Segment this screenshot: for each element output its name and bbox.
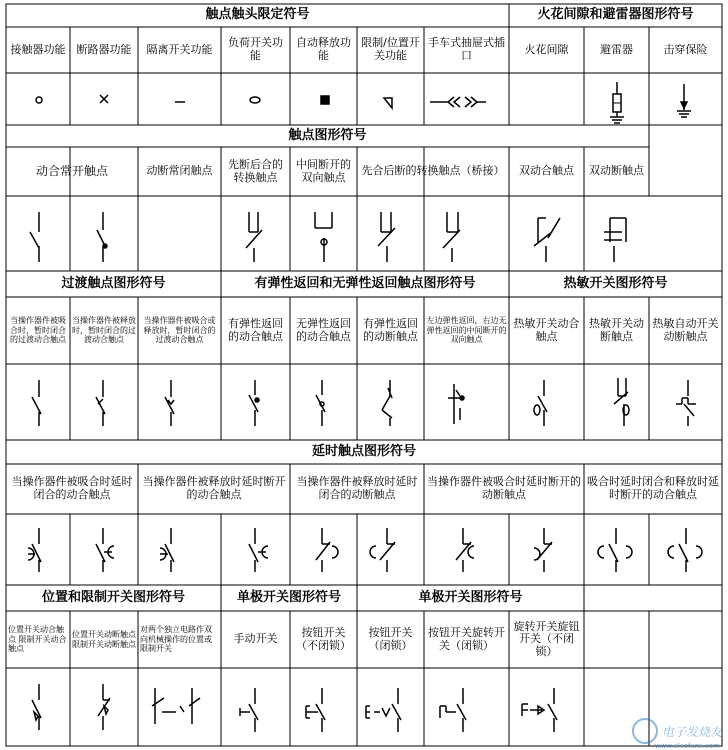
section-title-return-contacts: 有弹性返回和无弹性返回触点图形符号 [254, 275, 476, 291]
label-double-no: 双动合触点 [519, 164, 574, 178]
drawout-plug-symbol [430, 97, 486, 107]
label-center-off-spring: 左边弹性返回，右边无弹性返回的中间断开的双向触点 [426, 316, 507, 345]
center-off-symbol [315, 212, 332, 262]
label-breakdown-fuse: 击穿保险 [663, 42, 708, 56]
section-title-transition-contacts: 过渡触点图形符号 [61, 275, 166, 291]
section-title-thermal-switches: 热敏开关图形符号 [563, 275, 668, 291]
label-transition-release: 当操作器件被释放时，暂时闭合的过渡动合触点 [72, 316, 136, 345]
thermal-nc-symbol [614, 378, 629, 426]
label-contactor: 接触器功能 [10, 42, 66, 56]
delay-nc-release-symbol [370, 528, 395, 572]
double-no-contact-symbol [534, 218, 560, 262]
label-no-contact: 动合常开触点 [35, 163, 108, 178]
label-delay-close-release-nc: 当操作器件被释放时延时闭合的动断触点 [296, 475, 418, 501]
label-transition-both: 当操作器件被吸合或释放时，暂时闭合的过渡动合触点 [143, 316, 216, 345]
section-title-contact-symbols: 触点图形符号 [288, 127, 367, 143]
label-center-off: 中间断开的双向触点 [296, 157, 351, 184]
delay-open-nc-pull-symbol [249, 528, 268, 572]
label-rotary-latch: 按钮开关旋转开关（闭锁） [428, 625, 505, 652]
breakdown-fuse-symbol [677, 84, 691, 117]
arrester-symbol [610, 82, 624, 123]
push-button-latch-symbol [366, 688, 401, 732]
delay-open-nc-alt-symbol [534, 528, 552, 572]
label-isolator: 隔离开关功能 [146, 42, 213, 56]
label-delay-close-pull: 当操作器件被吸合时延时闭合的动合触点 [11, 475, 133, 501]
transition-no-both-symbol [165, 380, 174, 426]
center-off-spring-symbol [448, 384, 464, 424]
make-before-break-bridge-symbol [443, 212, 460, 262]
watermark [632, 718, 722, 744]
label-delay-both: 吸合时延时闭合和释放时延时断开的动合触点 [587, 475, 719, 501]
delay-close-no-pull-symbol [28, 528, 41, 572]
label-nc-contact: 动断常闭触点 [146, 164, 213, 178]
breaker-symbol [100, 95, 108, 103]
label-rotary-non-latch: 旋转开关旋钮开关（不闭锁） [513, 619, 580, 658]
label-limit-switch: 限制/位置开关功能 [361, 36, 420, 62]
rotary-non-latch-symbol [522, 688, 557, 732]
thermal-auto-nc-symbol [676, 380, 696, 426]
label-delay-open-release: 当操作器件被释放时延时断开的动合触点 [142, 475, 286, 501]
auto-release-symbol [321, 96, 329, 104]
manual-switch-symbol [240, 688, 258, 732]
label-non-spring-no: 无弹性返回的动合触点 [296, 316, 351, 343]
label-position-no: 位置开关动合触点 限制开关动合触点 [8, 625, 67, 654]
limit-switch-symbol [384, 98, 392, 108]
label-spring-no: 有弹性返回的动合触点 [228, 316, 283, 343]
delay-nc-pull-symbol [316, 528, 338, 572]
label-arrester: 避雷器 [600, 42, 633, 56]
load-switch-symbol [250, 97, 260, 103]
section-title-single-pole-1: 单极开关图形符号 [236, 589, 341, 605]
label-make-before-break: 先合后断的转换触点（桥接） [361, 164, 505, 178]
section-title-delay-contacts: 延时触点图形符号 [311, 443, 416, 459]
label-load-switch: 负荷开关功能 [228, 36, 283, 62]
transition-no-release-symbol [96, 380, 105, 426]
break-before-make-symbol [246, 212, 262, 262]
label-break-before-make: 先断后合的转换触点 [228, 157, 283, 184]
label-transition-pull: 当操作器件被吸合时，暂时闭合的过渡动合触点 [10, 316, 66, 345]
label-drawout: 手车式抽屉式插口 [428, 36, 505, 62]
label-dual-position: 对两个独立电路作双向机械操作的位置或限制开关 [140, 625, 212, 654]
position-no-symbol [32, 684, 41, 730]
double-nc-contact-symbol [604, 218, 626, 262]
position-nc-symbol [98, 684, 110, 730]
thermal-no-symbol [534, 380, 547, 426]
section-title-single-pole-2: 单极开关图形符号 [418, 589, 523, 605]
label-push-button-non-latch: 按钮开关（不闭锁） [296, 625, 351, 652]
section-title-contact-qualifiers: 触点触头限定符号 [205, 7, 310, 23]
spring-return-nc-symbol [382, 380, 392, 426]
contactor-symbol [36, 97, 42, 103]
rotary-latch-symbol [440, 688, 466, 732]
label-thermal-auto-nc: 热敏自动开关动断触点 [652, 316, 719, 343]
dual-position-symbol [152, 688, 200, 724]
delay-open-nc-symbol [456, 528, 474, 572]
delay-close-no-release-symbol [96, 528, 114, 572]
label-thermal-nc: 热敏开关动断触点 [589, 316, 644, 343]
watermark-text: 电子发烧友 [661, 724, 722, 739]
label-auto-release: 自动释放功能 [296, 36, 351, 62]
non-spring-return-no-symbol [316, 380, 325, 426]
push-button-non-latch-symbol [306, 688, 325, 732]
delay-both-no-symbol [598, 528, 632, 572]
label-manual-switch: 手动开关 [233, 632, 278, 646]
watermark-url: www.elecfans.com [654, 742, 720, 750]
no-contact-symbol [30, 212, 39, 262]
delay-both-no-alt-symbol [668, 528, 702, 572]
label-delay-open-pull-nc: 当操作器件被吸合时延时断开的动断触点 [427, 475, 581, 501]
label-double-nc: 双动断触点 [589, 164, 644, 178]
watermark-logo-icon [632, 718, 658, 744]
nc-contact-symbol [97, 212, 107, 262]
section-title-position-switches: 位置和限制开关图形符号 [41, 589, 185, 605]
delay-open-no-release-symbol [160, 528, 174, 572]
spring-return-no-symbol [249, 380, 259, 426]
make-before-break-symbol [378, 212, 395, 262]
label-spring-nc: 有弹性返回的动断触点 [363, 316, 418, 343]
label-push-button-latch: 按钮开关（闭锁） [368, 625, 413, 652]
label-spark-gap: 火花间隙 [524, 42, 569, 56]
label-position-nc: 位置开关动断触点 限制开关动断触点 [72, 629, 136, 649]
transition-no-pull-symbol [32, 380, 41, 426]
label-breaker: 断路器功能 [76, 42, 132, 56]
label-thermal-no: 热敏开关动合触点 [513, 316, 580, 343]
section-title-spark-gap-arrester: 火花间隙和避雷器图形符号 [537, 7, 694, 23]
